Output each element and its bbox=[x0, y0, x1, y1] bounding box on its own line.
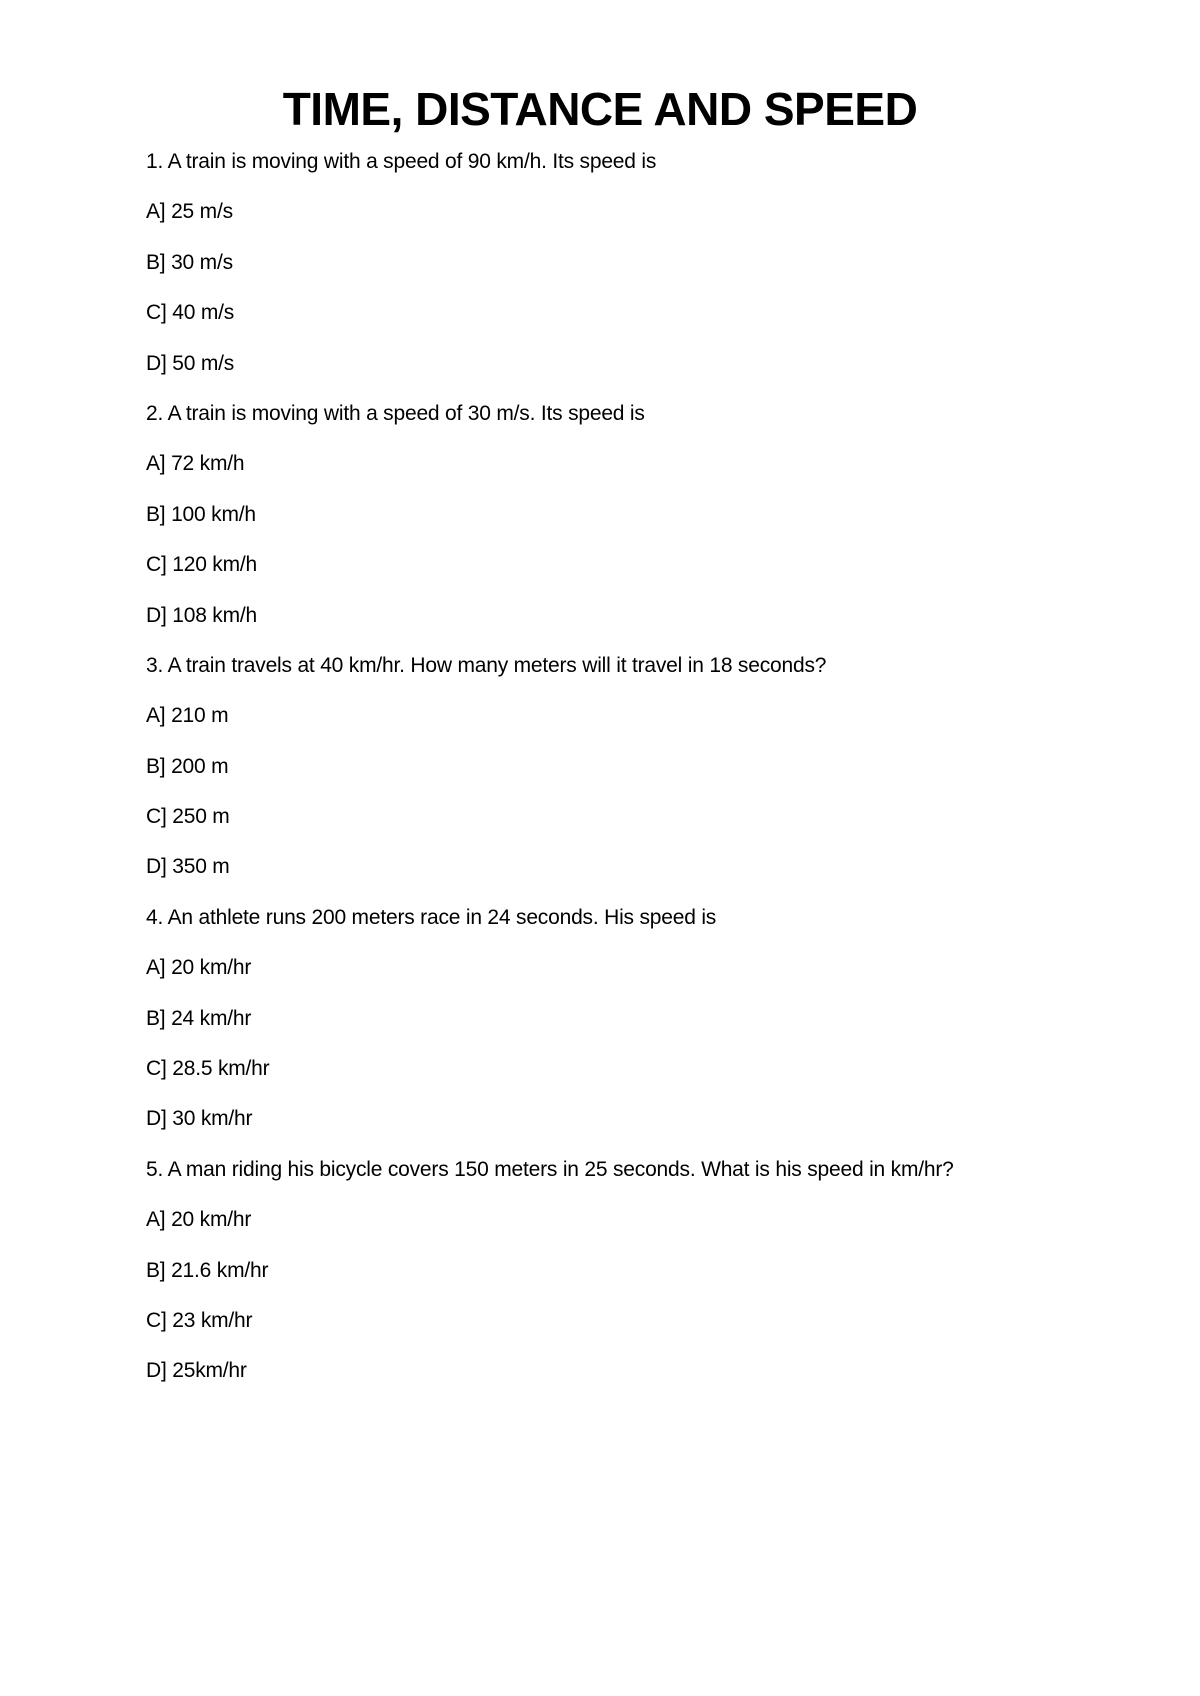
option-c: C] 28.5 km/hr bbox=[146, 1057, 270, 1081]
question-text: 3. A train travels at 40 km/hr. How many meters will it travel in 18 seconds? bbox=[146, 653, 827, 677]
question-5 bbox=[146, 1153, 1146, 1405]
option-a: A] 72 km/h bbox=[146, 452, 245, 476]
question-text: 4. An athlete runs 200 meters race in 24 seconds. His speed is bbox=[146, 905, 717, 929]
option-c: C] 40 m/s bbox=[146, 301, 235, 325]
option-b: B] 21.6 km/hr bbox=[146, 1258, 269, 1282]
option-d: D] 350 m bbox=[146, 855, 230, 879]
option-a: A] 25 m/s bbox=[146, 200, 233, 224]
question-list bbox=[146, 145, 1146, 1405]
document-title: TIME, DISTANCE AND SPEED bbox=[282, 83, 918, 135]
question-text: 2. A train is moving with a speed of 30 m/s. Its speed is bbox=[146, 401, 645, 425]
option-d: D] 25km/hr bbox=[146, 1359, 247, 1383]
option-d: D] 50 m/s bbox=[146, 351, 235, 375]
option-a: A] 20 km/hr bbox=[146, 956, 252, 980]
option-b: B] 200 m bbox=[146, 754, 229, 778]
option-a: A] 210 m bbox=[146, 704, 229, 728]
option-c: C] 120 km/h bbox=[146, 553, 258, 577]
question-4 bbox=[146, 901, 1146, 1153]
option-c: C] 23 km/hr bbox=[146, 1308, 253, 1332]
question-2 bbox=[146, 397, 1146, 649]
option-b: B] 100 km/h bbox=[146, 502, 256, 526]
option-c: C] 250 m bbox=[146, 805, 230, 829]
option-b: B] 24 km/hr bbox=[146, 1006, 252, 1030]
option-d: D] 108 km/h bbox=[146, 603, 258, 627]
question-text: 1. A train is moving with a speed of 90 km/h. Its speed is bbox=[146, 150, 657, 173]
question-1 bbox=[146, 145, 1146, 397]
question-3 bbox=[146, 649, 1146, 901]
question-text: 5. A man riding his bicycle covers 150 meters in 25 seconds. What is his speed in km/hr? bbox=[146, 1157, 954, 1181]
option-a: A] 20 km/hr bbox=[146, 1208, 252, 1232]
option-b: B] 30 m/s bbox=[146, 250, 233, 274]
option-d: D] 30 km/hr bbox=[146, 1107, 253, 1131]
